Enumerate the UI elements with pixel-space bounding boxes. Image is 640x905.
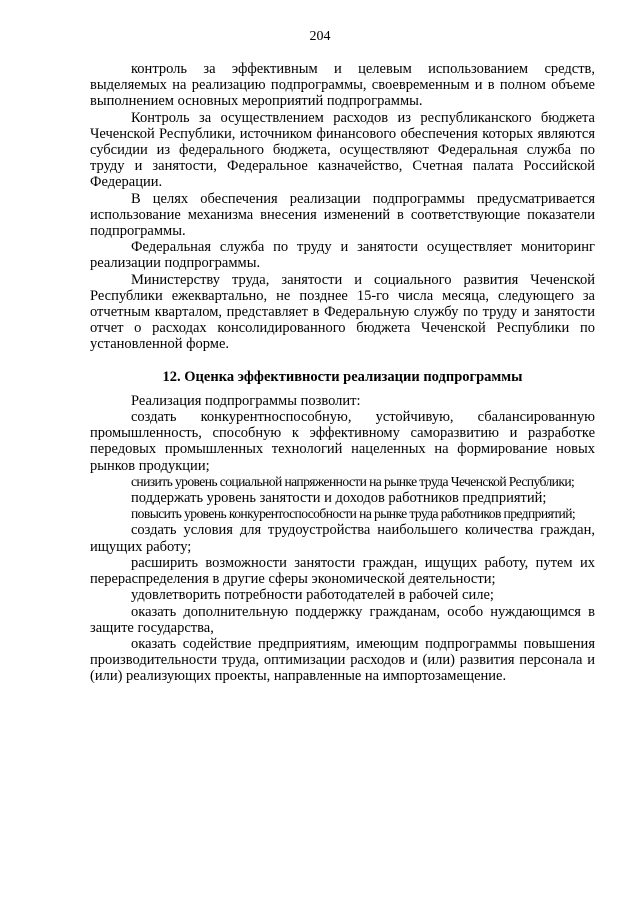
list-item: повысить уровень конкурентоспособности на рынке труда работников предприятий; xyxy=(131,506,576,522)
list-item: создать условия для трудоустройства наибольшего количества граждан, ищущих работу; xyxy=(90,522,595,555)
list-item: снизить уровень социальной напряженности на рынке труда Чеченской Республики; xyxy=(131,473,575,489)
paragraph: Контроль за осуществлением расходов из республиканского бюджета Чеченской Республики, источником финансового обеспечения которых являются субсидии из федерального бюджета, осуществляют Федеральная служба по труду и занятости, Федеральное казначейство, Счетная палата Российской Федерации. xyxy=(90,109,595,191)
list-item: оказать дополнительную поддержку гражданам, особо нуждающимся в защите государства, xyxy=(90,603,595,636)
list-item: удовлетворить потребности работодателей в рабочей силе; xyxy=(131,587,494,604)
list-item: оказать содействие предприятиям, имеющим подпрограммы повышения производительности труда, оптимизации расходов и (или) развития персонала и (или) реализующих проекты, направленные на импортозамещение. xyxy=(90,635,595,685)
page-number: 204 xyxy=(309,29,331,44)
paragraph: Федеральная служба по труду и занятости осуществляет мониторинг реализации подпрограммы. xyxy=(90,239,595,272)
list-item: создать конкурентноспособную, устойчивую, сбалансированную промышленность, способную к эффективному саморазвитию и разработке передовых промышленных технологий нацеленных на формирование новых рынков продукции; xyxy=(90,409,595,474)
paragraph: контроль за эффективным и целевым использованием средств, выделяемых на реализацию подпрограммы, своевременным и в полном объеме выполнением основных мероприятий подпрограммы. xyxy=(90,61,595,110)
paragraph: Министерству труда, занятости и социального развития Чеченской Республики ежеквартально, не позднее 15-го числа месяца, следующего за отчетным кварталом, представляет в Федеральную службу по труду и занятости отчет о расходах консолидированного бюджета Чеченской Республики по установленной форме. xyxy=(90,271,595,353)
list-item: расширить возможности занятости граждан, ищущих работу, путем их перераспределения в другие сферы экономической деятельности; xyxy=(90,554,595,588)
document-body xyxy=(90,61,595,685)
paragraph: В целях обеспечения реализации подпрограммы предусматривается использование механизма внесения изменений в соответствующие показатели подпрограммы. xyxy=(90,190,595,240)
section-heading: 12. Оценка эффективности реализации подпрограммы xyxy=(162,368,523,385)
list-item: поддержать уровень занятости и доходов работников предприятий; xyxy=(131,490,547,507)
paragraph: Реализация подпрограммы позволит: xyxy=(131,392,361,409)
